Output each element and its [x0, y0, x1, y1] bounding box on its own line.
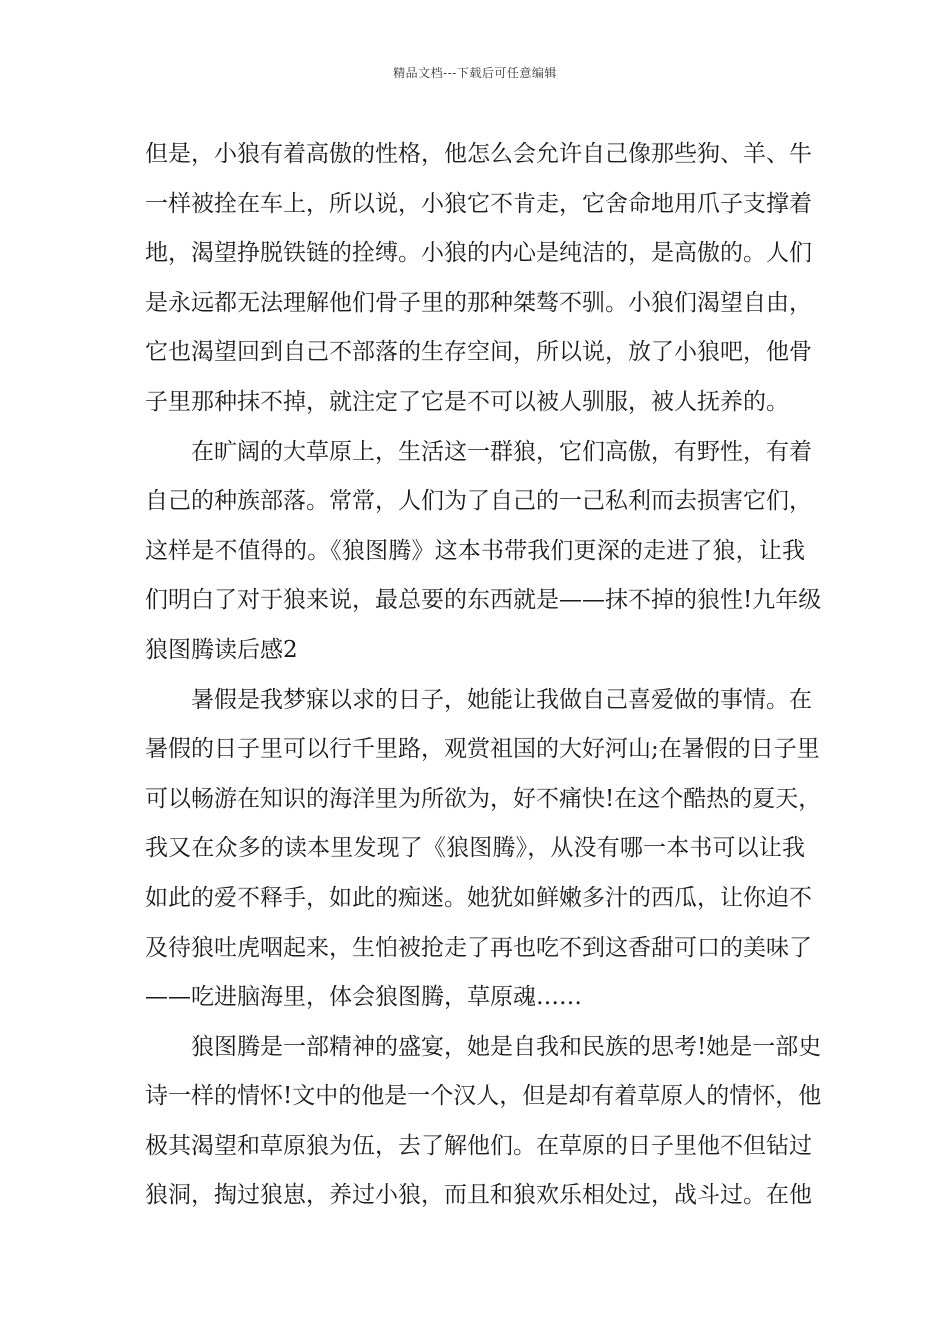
text-line: 狼图腾读后感2: [145, 636, 298, 663]
text-line: 地，渴望挣脱铁链的拴缚。小狼的内心是纯洁的，是高傲的。人们: [145, 240, 812, 267]
text-line: ——吃进脑海里，体会狼图腾，草原魂……: [145, 984, 582, 1011]
text-line: 狼洞，掏过狼崽，养过小狼，而且和狼欢乐相处过，战斗过。在他: [145, 1182, 812, 1209]
text-line: 它也渴望回到自己不部落的生存空间，所以说，放了小狼吧，他骨: [145, 339, 812, 366]
text-line: 子里那种抹不掉，就注定了它是不可以被人驯服，被人抚养的。: [145, 388, 789, 415]
text-line: 极其渴望和草原狼为伍，去了解他们。在草原的日子里他不但钻过: [145, 1132, 812, 1159]
text-line: 暑假的日子里可以行千里路，观赏祖国的大好河山;在暑假的日子里: [145, 736, 820, 763]
text-line: 我又在众多的读本里发现了《狼图腾》，从没有哪一本书可以让我: [145, 835, 805, 862]
text-line: 暑假是我梦寐以求的日子，她能让我做自己喜爱做的事情。在: [191, 686, 812, 713]
text-line: 是永远都无法理解他们骨子里的那种桀骜不驯。小狼们渴望自由，: [145, 289, 812, 316]
text-line: 但是，小狼有着高傲的性格，他怎么会允许自己像那些狗、羊、牛: [145, 141, 812, 167]
text-line: 一样被拴在车上，所以说，小狼它不肯走，它舍命地用爪子支撑着: [145, 190, 812, 217]
text-line: 在旷阔的大草原上，生活这一群狼，它们高傲，有野性，有着: [191, 438, 812, 465]
text-line: 狼图腾是一部精神的盛宴，她是自我和民族的思考!她是一部史: [191, 1033, 822, 1060]
text-line: 及待狼吐虎咽起来，生怕被抢走了再也吃不到这香甜可口的美味了: [145, 934, 812, 961]
body-text: [145, 130, 822, 1221]
text-line: 诗一样的情怀!文中的他是一个汉人，但是却有着草原人的情怀，他: [145, 1083, 822, 1110]
text-line: 可以畅游在知识的海洋里为所欲为，好不痛快!在这个酷热的夏天，: [145, 785, 822, 812]
page-header: 精品文档---下载后可任意编辑: [393, 66, 557, 80]
text-line: 们明白了对于狼来说，最总要的东西就是——抹不掉的狼性!九年级: [145, 587, 822, 614]
text-line: 如此的爱不释手，如此的痴迷。她犹如鲜嫩多汁的西瓜，让你迫不: [145, 884, 812, 911]
text-line: 自己的种族部落。常常，人们为了自己的一己私利而去损害它们，: [145, 488, 812, 515]
text-line: 这样是不值得的。《狼图腾》这本书带我们更深的走进了狼，让我: [145, 537, 805, 564]
